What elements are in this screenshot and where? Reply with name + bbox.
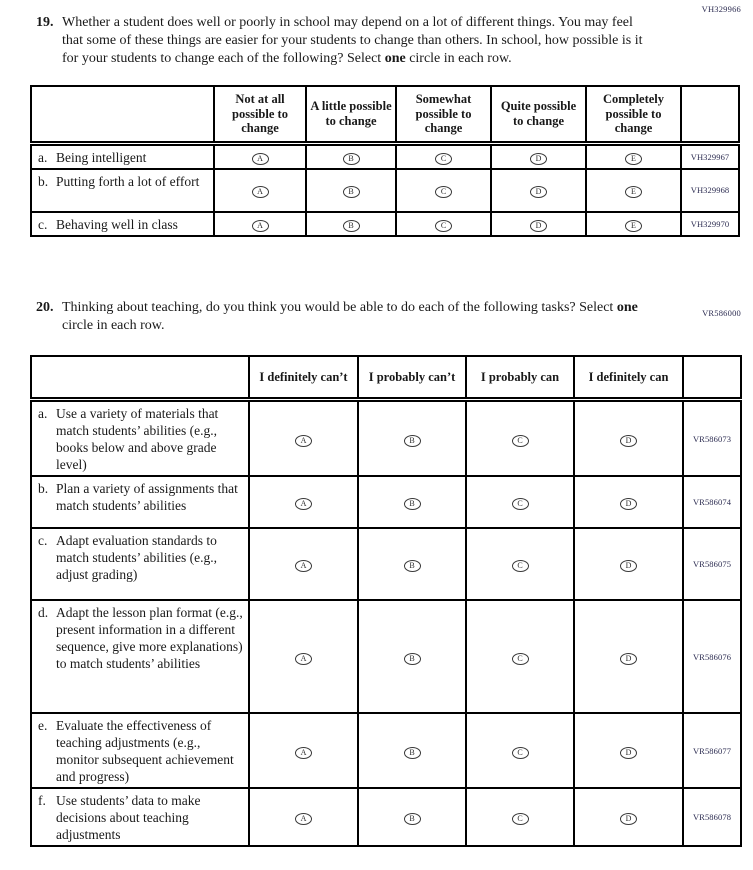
row-letter: d. (38, 605, 49, 620)
question-20 (36, 299, 753, 335)
column-header-not-at-all: Not at all possible to change (214, 86, 306, 143)
option-cell (249, 600, 358, 713)
answer-circle-a[interactable]: A (252, 220, 269, 232)
question-20-number: 20. (36, 299, 54, 315)
answer-circle-d[interactable]: D (530, 153, 547, 165)
row-label (31, 788, 249, 846)
row-label (31, 169, 214, 212)
table-row-adapt-standards (31, 528, 741, 600)
question-20-accession-code: VR586000 (702, 308, 741, 318)
column-header-definitely-cant: I definitely can’t (249, 356, 358, 400)
answer-circle-c[interactable]: C (512, 498, 529, 510)
answer-circle-a[interactable]: A (295, 653, 312, 665)
answer-circle-b[interactable]: B (404, 813, 421, 825)
item-code: VR586078 (683, 788, 741, 846)
answer-circle-a[interactable]: A (295, 813, 312, 825)
option-cell (574, 528, 683, 600)
question-20-text-after: circle in each row. (62, 317, 165, 333)
option-cell (358, 713, 466, 788)
option-cell (574, 788, 683, 846)
option-cell (491, 143, 586, 169)
option-cell (358, 400, 466, 477)
answer-circle-b[interactable]: B (404, 747, 421, 759)
table-row-plan-assignments (31, 476, 741, 528)
answer-circle-d[interactable]: D (620, 813, 637, 825)
option-cell (214, 212, 306, 236)
option-cell (358, 528, 466, 600)
answer-circle-d[interactable]: D (530, 220, 547, 232)
answer-circle-c[interactable]: C (512, 813, 529, 825)
answer-circle-a[interactable]: A (295, 747, 312, 759)
answer-circle-c[interactable]: C (512, 747, 529, 759)
row-label (31, 143, 214, 169)
answer-circle-d[interactable]: D (530, 186, 547, 198)
item-code: VR586077 (683, 713, 741, 788)
answer-circle-a[interactable]: A (295, 560, 312, 572)
item-code: VH329968 (681, 169, 739, 212)
row-label (31, 212, 214, 236)
option-cell (396, 169, 491, 212)
answer-circle-b[interactable]: B (343, 220, 360, 232)
answer-circle-d[interactable]: D (620, 435, 637, 447)
option-cell (306, 212, 396, 236)
row-letter: b. (38, 173, 49, 189)
option-cell (574, 600, 683, 713)
column-header-probably-can: I probably can (466, 356, 574, 400)
column-header-a-little: A little possible to change (306, 86, 396, 143)
row-label-text: Being intelligent (56, 149, 147, 165)
row-letter: c. (38, 216, 48, 232)
answer-circle-b[interactable]: B (404, 560, 421, 572)
answer-circle-c[interactable]: C (512, 560, 529, 572)
question-20-text (62, 299, 654, 335)
row-letter: c. (38, 533, 48, 548)
empty-corner-cell (31, 356, 249, 400)
option-cell (491, 169, 586, 212)
option-cell (214, 169, 306, 212)
table-row-evaluate-effectiveness (31, 713, 741, 788)
table-row-behaving-well (31, 212, 739, 236)
response-table-20 (30, 355, 742, 848)
column-header-somewhat: Somewhat possible to change (396, 86, 491, 143)
row-label-text: Plan a variety of assignments that match students’ abilities (56, 481, 238, 513)
answer-circle-c[interactable]: C (512, 653, 529, 665)
question-19-text-bold: one (384, 51, 406, 66)
question-19-text (62, 14, 654, 68)
option-cell (249, 400, 358, 477)
item-code: VR586073 (683, 400, 741, 477)
option-cell (396, 212, 491, 236)
row-label-text: Use students’ data to make decisions about teaching adjustments (56, 793, 201, 842)
row-label-text: Putting forth a lot of effort (56, 173, 200, 189)
empty-code-header-cell (683, 356, 741, 400)
option-cell (358, 476, 466, 528)
item-code: VR586074 (683, 476, 741, 528)
row-letter: a. (38, 149, 48, 165)
row-label-text: Use a variety of materials that match students’ abilities (e.g., books below and above grade level) (56, 406, 219, 472)
answer-circle-d[interactable]: D (620, 747, 637, 759)
row-letter: a. (38, 406, 48, 421)
option-cell (214, 143, 306, 169)
option-cell (574, 713, 683, 788)
answer-circle-e[interactable]: E (625, 186, 642, 198)
answer-circle-b[interactable]: B (343, 153, 360, 165)
row-letter: e. (38, 718, 48, 733)
item-code: VH329967 (681, 143, 739, 169)
answer-circle-b[interactable]: B (404, 435, 421, 447)
header-row (31, 86, 739, 143)
option-cell (466, 400, 574, 477)
column-header-probably-cant: I probably can’t (358, 356, 466, 400)
answer-circle-a[interactable]: A (252, 153, 269, 165)
answer-circle-a[interactable]: A (295, 435, 312, 447)
row-label-text: Behaving well in class (56, 216, 178, 232)
answer-circle-a[interactable]: A (252, 186, 269, 198)
option-cell (249, 528, 358, 600)
question-19-number: 19. (36, 15, 54, 30)
table-row-adapt-lesson-plan (31, 600, 741, 713)
answer-circle-e[interactable]: E (625, 220, 642, 232)
table-row-use-materials (31, 400, 741, 477)
row-label (31, 528, 249, 600)
option-cell (586, 169, 681, 212)
answer-circle-b[interactable]: B (404, 498, 421, 510)
response-table-19 (30, 85, 740, 237)
answer-circle-d[interactable]: D (620, 498, 637, 510)
answer-circle-b[interactable]: B (343, 186, 360, 198)
option-cell (466, 713, 574, 788)
row-label-text: Adapt the lesson plan format (e.g., present information in a different sequence, give more explanations) to match students’ abilities (56, 605, 243, 671)
answer-circle-a[interactable]: A (295, 498, 312, 510)
answer-circle-d[interactable]: D (620, 653, 637, 665)
question-19-text-before: Whether a student does well or poorly in school may depend on a lot of different things. You may feel that some of these things are easier for your students to change than others. In school, how possible is it for your students to change each of the following? Select (62, 15, 643, 66)
option-cell (358, 600, 466, 713)
item-code: VR586075 (683, 528, 741, 600)
empty-code-header-cell (681, 86, 739, 143)
row-label-text: Evaluate the effectiveness of teaching adjustments (e.g., monitor subsequent achievement and progress) (56, 718, 234, 784)
option-cell (586, 212, 681, 236)
option-cell (396, 143, 491, 169)
item-code: VH329970 (681, 212, 739, 236)
question-19 (36, 0, 753, 68)
answer-circle-c[interactable]: C (435, 186, 452, 198)
option-cell (249, 713, 358, 788)
option-cell (466, 528, 574, 600)
option-cell (574, 400, 683, 477)
row-label (31, 476, 249, 528)
option-cell (466, 476, 574, 528)
row-label-text: Adapt evaluation standards to match students’ abilities (e.g., adjust grading) (56, 533, 217, 582)
header-row (31, 356, 741, 400)
column-header-quite: Quite possible to change (491, 86, 586, 143)
row-letter: f. (38, 793, 46, 808)
option-cell (491, 212, 586, 236)
table-row-use-student-data (31, 788, 741, 846)
option-cell (574, 476, 683, 528)
row-letter: b. (38, 481, 49, 496)
option-cell (306, 143, 396, 169)
option-cell (249, 788, 358, 846)
answer-circle-e[interactable]: E (625, 153, 642, 165)
answer-circle-c[interactable]: C (435, 220, 452, 232)
column-header-completely: Completely possible to change (586, 86, 681, 143)
option-cell (358, 788, 466, 846)
item-code: VR586076 (683, 600, 741, 713)
option-cell (586, 143, 681, 169)
table-row-being-intelligent (31, 143, 739, 169)
option-cell (306, 169, 396, 212)
table-row-putting-forth-effort (31, 169, 739, 212)
empty-corner-cell (31, 86, 214, 143)
question-20-text-bold: one (616, 299, 638, 315)
column-header-definitely-can: I definitely can (574, 356, 683, 400)
row-label (31, 713, 249, 788)
answer-circle-c[interactable]: C (512, 435, 529, 447)
row-label (31, 400, 249, 477)
option-cell (249, 476, 358, 528)
answer-circle-b[interactable]: B (404, 653, 421, 665)
option-cell (466, 600, 574, 713)
question-19-accession-code: VH329966 (701, 4, 741, 14)
answer-circle-d[interactable]: D (620, 560, 637, 572)
row-label (31, 600, 249, 713)
question-20-text-before: Thinking about teaching, do you think you would be able to do each of the following tasks? Select (62, 299, 617, 315)
question-19-text-after: circle in each row. (405, 51, 512, 66)
answer-circle-c[interactable]: C (435, 153, 452, 165)
option-cell (466, 788, 574, 846)
